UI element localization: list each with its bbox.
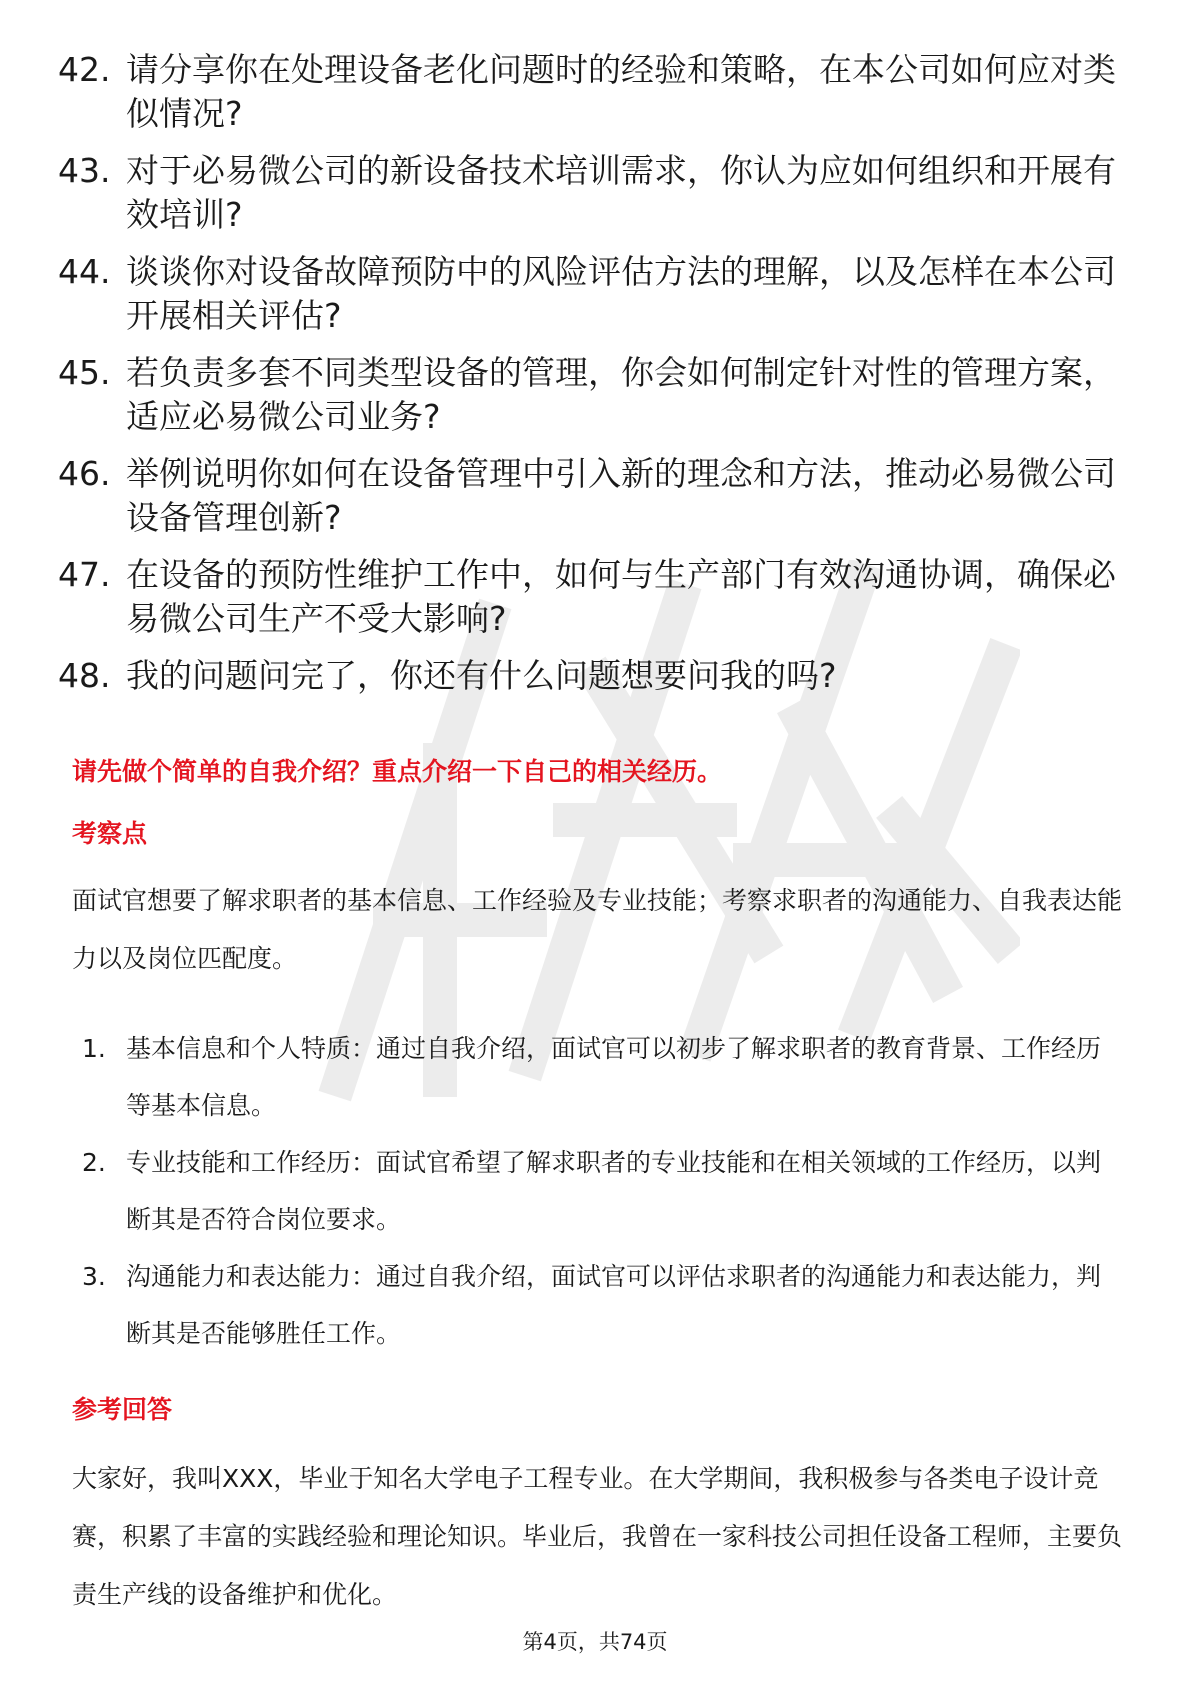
item-number: 2. — [82, 1148, 106, 1177]
question-text: 举例说明你如何在设备管理中引入新的理念和方法，推动必易微公司设备管理创新? — [126, 454, 1116, 537]
question-number: 44. — [58, 252, 111, 291]
list-item — [58, 654, 1118, 698]
list-item — [58, 553, 1118, 641]
question-text: 对于必易微公司的新设备技术培训需求，你认为应如何组织和开展有效培训? — [126, 151, 1116, 234]
question-number: 46. — [58, 454, 111, 493]
assessment-list — [82, 1020, 1122, 1362]
item-number: 1. — [82, 1034, 106, 1063]
featured-question: 请先做个简单的自我介绍？重点介绍一下自己的相关经历。 — [72, 757, 723, 786]
question-text: 请分享你在处理设备老化问题时的经验和策略，在本公司如何应对类似情况? — [126, 50, 1116, 133]
list-item — [58, 452, 1118, 540]
question-number: 47. — [58, 555, 111, 594]
list-item — [58, 48, 1118, 136]
assessment-intro: 面试官想要了解求职者的基本信息、工作经验及专业技能；考察求职者的沟通能力、自我表达能力以及岗位匹配度。 — [72, 886, 1123, 973]
question-number: 42. — [58, 50, 111, 89]
question-number: 43. — [58, 151, 111, 190]
item-text: 专业技能和工作经历：面试官希望了解求职者的专业技能和在相关领域的工作经历，以判断其是否符合岗位要求。 — [126, 1148, 1102, 1234]
question-text: 我的问题问完了，你还有什么问题想要问我的吗? — [126, 656, 837, 695]
item-text: 基本信息和个人特质：通过自我介绍，面试官可以初步了解求职者的教育背景、工作经历等基本信息。 — [126, 1034, 1102, 1120]
question-number: 48. — [58, 656, 111, 695]
question-text: 在设备的预防性维护工作中，如何与生产部门有效沟通协调，确保必易微公司生产不受大影响? — [126, 555, 1116, 638]
list-item — [82, 1020, 1122, 1134]
section-heading-assessment: 考察点 — [72, 819, 148, 848]
item-number: 3. — [82, 1262, 106, 1291]
list-item — [58, 250, 1118, 338]
question-text: 若负责多套不同类型设备的管理，你会如何制定针对性的管理方案，适应必易微公司业务? — [126, 353, 1116, 436]
section-heading-answer: 参考回答 — [72, 1395, 173, 1424]
reference-answer: 大家好，我叫XXX，毕业于知名大学电子工程专业。在大学期间，我积极参与各类电子设计竞赛，积累了丰富的实践经验和理论知识。毕业后，我曾在一家科技公司担任设备工程师，主要负责生产线的设备维护和优化。 — [72, 1464, 1123, 1609]
page-number: 第4页，共74页 — [522, 1630, 668, 1654]
question-number: 45. — [58, 353, 111, 392]
item-text: 沟通能力和表达能力：通过自我介绍，面试官可以评估求职者的沟通能力和表达能力，判断其是否能够胜任工作。 — [126, 1262, 1102, 1348]
list-item — [58, 351, 1118, 439]
question-text: 谈谈你对设备故障预防中的风险评估方法的理解，以及怎样在本公司开展相关评估? — [126, 252, 1116, 335]
list-item — [58, 149, 1118, 237]
list-item — [82, 1134, 1122, 1248]
list-item — [82, 1248, 1122, 1362]
question-list — [58, 48, 1118, 711]
